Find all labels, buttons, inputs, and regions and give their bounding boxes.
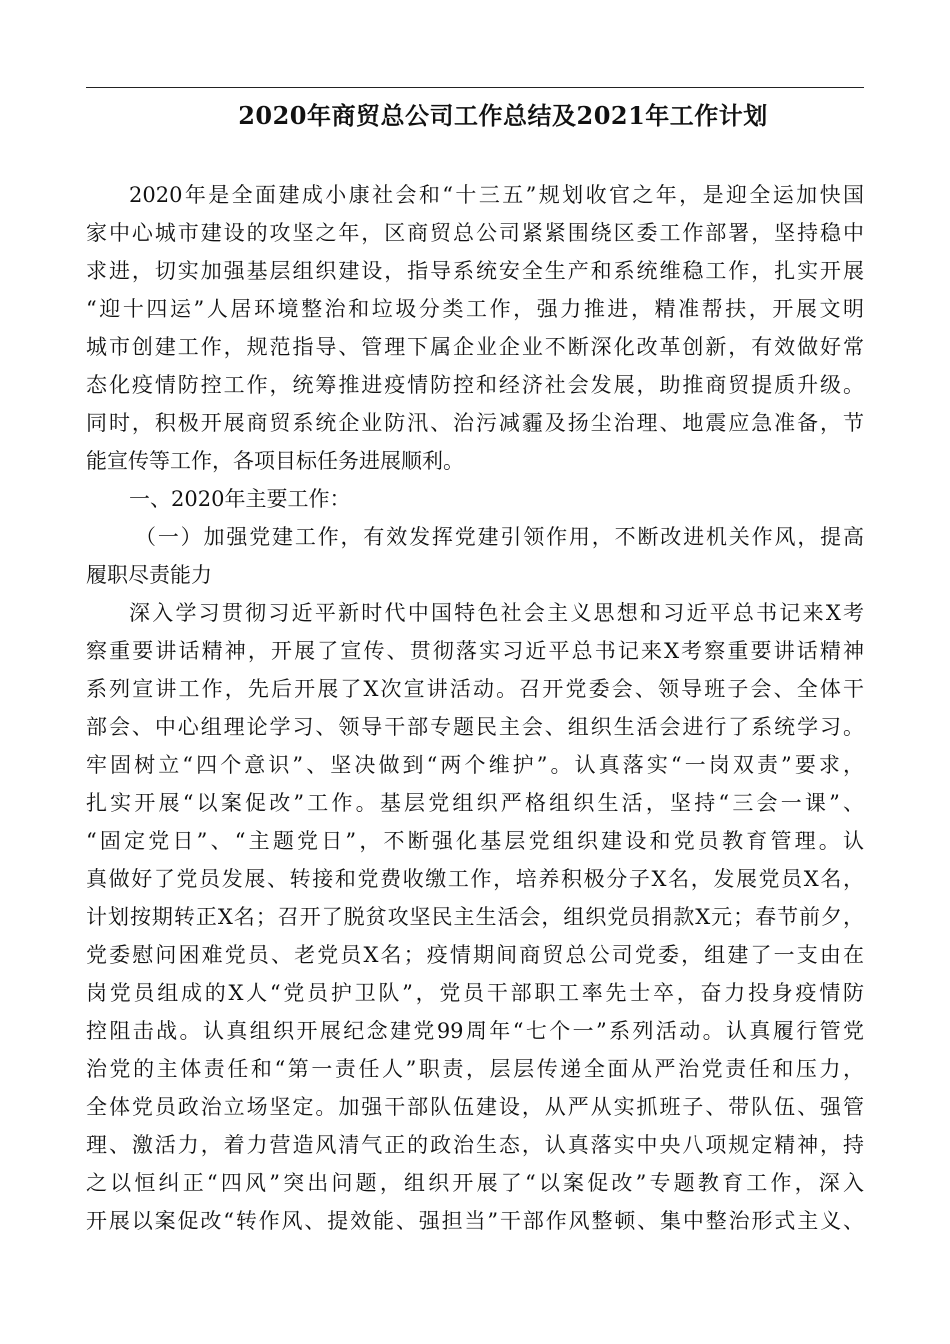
paragraph-line: 城市创建工作，规范指导、管理下属企业企业不断深化改革创新，有效做好常 [86, 335, 864, 359]
paragraph-line: 真做好了党员发展、转接和党费收缴工作，培养积极分子X名，发展党员X名， [86, 867, 864, 891]
paragraph-line: 部会、中心组理论学习、领导干部专题民主会、组织生活会进行了系统学习。 [86, 715, 864, 739]
paragraph-line: 深入学习贯彻习近平新时代中国特色社会主义思想和习近平总书记来X考 [129, 601, 864, 625]
paragraph-line: 态化疫情防控工作，统筹推进疫情防控和经济社会发展，助推商贸提质升级。 [86, 373, 864, 397]
paragraph-line: 计划按期转正X名；召开了脱贫攻坚民主生活会，组织党员捐款X元；春节前夕， [86, 905, 864, 929]
paragraph-line: 扎实开展“以案促改”工作。基层党组织严格组织生活，坚持“三会一课”、 [86, 791, 864, 815]
paragraph-line: 能宣传等工作，各项目标任务进展顺利。 [86, 449, 464, 473]
paragraph-line: 求进，切实加强基层组织建设，指导系统安全生产和系统维稳工作，扎实开展 [86, 259, 864, 283]
paragraph-line: 控阻击战。认真组织开展纪念建党99周年“七个一”系列活动。认真履行管党 [86, 1019, 864, 1043]
subsection-heading: 履职尽责能力 [86, 563, 212, 587]
paragraph-line: 党委慰问困难党员、老党员X名；疫情期间商贸总公司党委，组建了一支由在 [86, 943, 864, 967]
paragraph-line: “迎十四运”人居环境整治和垃圾分类工作，强力推进，精准帮扶，开展文明 [86, 297, 864, 321]
paragraph-line: 牢固树立“四个意识”、坚决做到“两个维护”。认真落实“一岗双责”要求， [86, 753, 864, 777]
header-rule [86, 87, 864, 88]
paragraph-line: 治党的主体责任和“第一责任人”职责，层层传递全面从严治党责任和压力， [86, 1057, 864, 1081]
subsection-heading: （一）加强党建工作，有效发挥党建引领作用，不断改进机关作风，提高 [135, 525, 864, 549]
paragraph-line: 家中心城市建设的攻坚之年，区商贸总公司紧紧围绕区委工作部署，坚持稳中 [86, 221, 864, 245]
paragraph-line: “固定党日”、“主题党日”，不断强化基层党组织建设和党员教育管理。认 [86, 829, 864, 853]
paragraph-line: 全体党员政治立场坚定。加强干部队伍建设，从严从实抓班子、带队伍、强管 [86, 1095, 864, 1119]
paragraph-line: 之以恒纠正“四风”突出问题，组织开展了“以案促改”专题教育工作，深入 [86, 1171, 864, 1195]
paragraph-line: 察重要讲话精神，开展了宣传、贯彻落实习近平总书记来X考察重要讲话精神 [86, 639, 864, 663]
paragraph-line: 岗党员组成的X人“党员护卫队”，党员干部职工率先士卒，奋力投身疫情防 [86, 981, 864, 1005]
paragraph-line: 同时，积极开展商贸系统企业防汛、治污减霾及扬尘治理、地震应急准备，节 [86, 411, 864, 435]
paragraph-line: 理、激活力，着力营造风清气正的政治生态，认真落实中央八项规定精神，持 [86, 1133, 864, 1157]
paragraph-line: 2020年是全面建成小康社会和“十三五”规划收官之年，是迎全运加快国 [129, 183, 864, 207]
section-heading: 一、2020年主要工作： [129, 487, 351, 511]
document-body [86, 176, 864, 1240]
paragraph-line: 开展以案促改“转作风、提效能、强担当”干部作风整顿、集中整治形式主义、 [86, 1209, 864, 1233]
document-title: 2020年商贸总公司工作总结及2021年工作计划 [238, 101, 768, 130]
paragraph-line: 系列宣讲工作，先后开展了X次宣讲活动。召开党委会、领导班子会、全体干 [86, 677, 864, 701]
